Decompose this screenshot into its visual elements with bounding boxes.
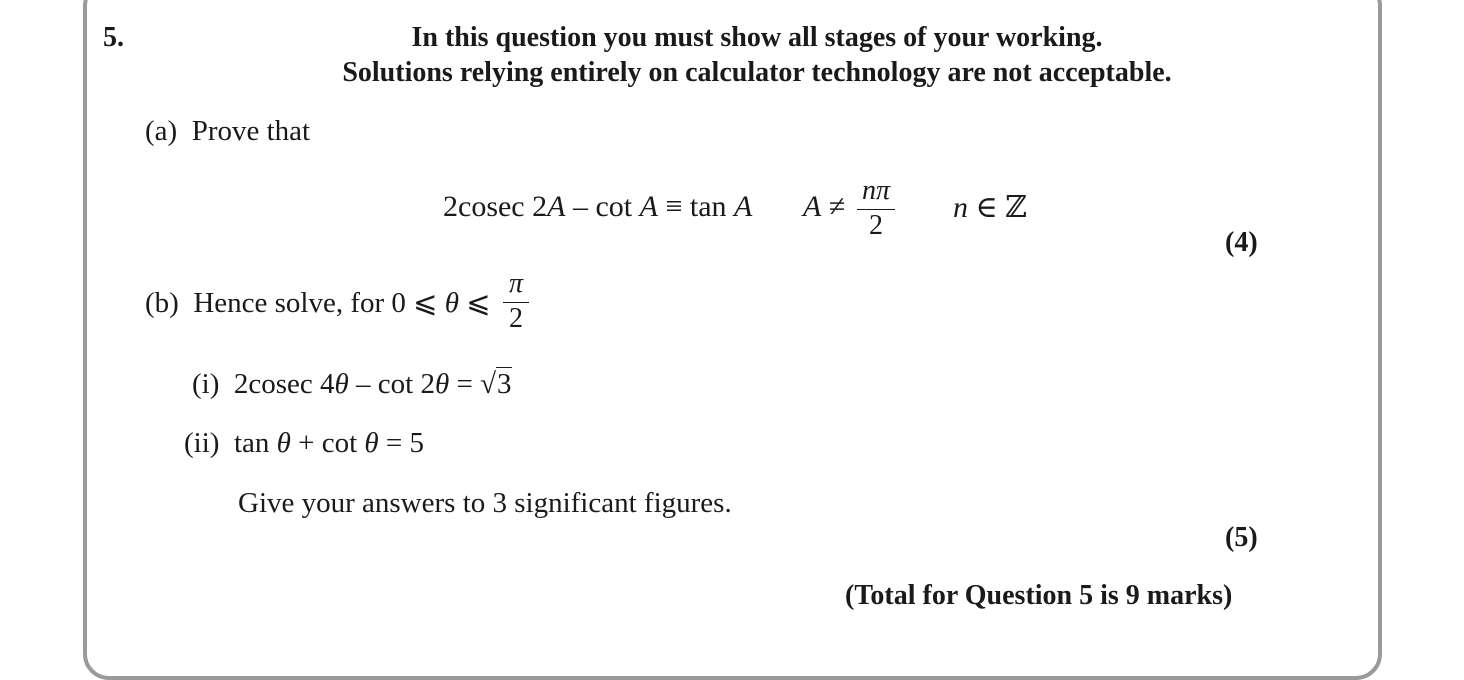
identity-var-1: A — [547, 190, 566, 223]
sub-i-theta-2: θ — [434, 368, 450, 400]
identity-var-3: A — [734, 190, 753, 223]
identity-cosec: cosec — [458, 190, 525, 223]
range-fraction — [503, 268, 529, 335]
condition-n: n — [953, 191, 968, 224]
range-frac-num: π — [508, 268, 524, 299]
sqrt-icon: √ — [480, 368, 496, 400]
identity-var-2: A — [639, 190, 658, 223]
sub-i-cosec: cosec — [248, 368, 313, 400]
sub-i-theta-1: θ — [334, 368, 349, 400]
part-b-ii — [184, 427, 424, 460]
sub-i-arg1: 4 — [320, 368, 335, 400]
sub-ii-theta-2: θ — [364, 427, 379, 459]
part-b-label: (b) — [145, 287, 179, 319]
sub-ii-plus: + — [290, 427, 322, 459]
part-a-prompt — [145, 115, 310, 148]
integer-set-symbol: ℤ — [1005, 191, 1028, 224]
part-a-identity — [443, 190, 752, 224]
condition-var: A — [803, 190, 822, 223]
sub-ii-cot: cot — [321, 427, 358, 459]
identity-equiv: ≡ — [657, 190, 690, 223]
part-b-i — [192, 368, 512, 401]
sub-i-cot: cot — [377, 368, 414, 400]
instruction-line-2: Solutions relying entirely on calculator technology are not acceptable. — [342, 57, 1172, 88]
part-b-leq: ⩽ — [458, 287, 491, 319]
identity-minus: – — [565, 190, 596, 223]
sub-i-eq: = — [449, 368, 481, 400]
instruction-line-1: In this question you must show all stages of your working. — [411, 22, 1103, 53]
sub-i-arg2: 2 — [420, 368, 435, 400]
sub-i-label: (i) — [192, 368, 220, 400]
condition-fraction — [857, 175, 895, 242]
identity-coef: 2 — [443, 190, 458, 223]
part-a-text: Prove that — [191, 115, 311, 147]
part-a-marks: (4) — [1225, 227, 1258, 258]
part-a-condition — [803, 190, 845, 224]
identity-cot: cot — [595, 190, 633, 223]
part-b-text: Hence solve, for 0 ⩽ — [193, 287, 445, 319]
range-frac-den: 2 — [509, 303, 523, 334]
condition-frac-num: nπ — [861, 175, 891, 206]
part-b-theta: θ — [444, 287, 459, 319]
identity-tan: tan — [689, 190, 727, 223]
condition-in: ∈ — [968, 191, 1006, 224]
part-b-prompt — [145, 285, 491, 320]
condition-neq: ≠ — [821, 190, 846, 223]
question-number: 5. — [103, 22, 124, 53]
sub-ii-theta-1: θ — [276, 427, 291, 459]
sub-ii-tan: tan — [233, 427, 270, 459]
sub-i-sqrt-arg: 3 — [497, 368, 512, 400]
sub-ii-rhs: 5 — [409, 427, 425, 459]
sub-i-coef: 2 — [233, 368, 249, 400]
part-b-marks: (5) — [1225, 522, 1258, 553]
sub-ii-label: (ii) — [184, 427, 220, 459]
condition-frac-den: 2 — [869, 210, 883, 241]
identity-arg: 2 — [532, 190, 548, 223]
part-a-label: (a) — [145, 115, 178, 147]
question-frame — [83, 0, 1382, 680]
sub-ii-eq: = — [378, 427, 410, 459]
condition-set — [953, 190, 1027, 225]
total-marks: (Total for Question 5 is 9 marks) — [845, 580, 1233, 611]
sub-i-minus: – — [348, 368, 378, 400]
answer-note: Give your answers to 3 significant figures. — [238, 487, 732, 519]
